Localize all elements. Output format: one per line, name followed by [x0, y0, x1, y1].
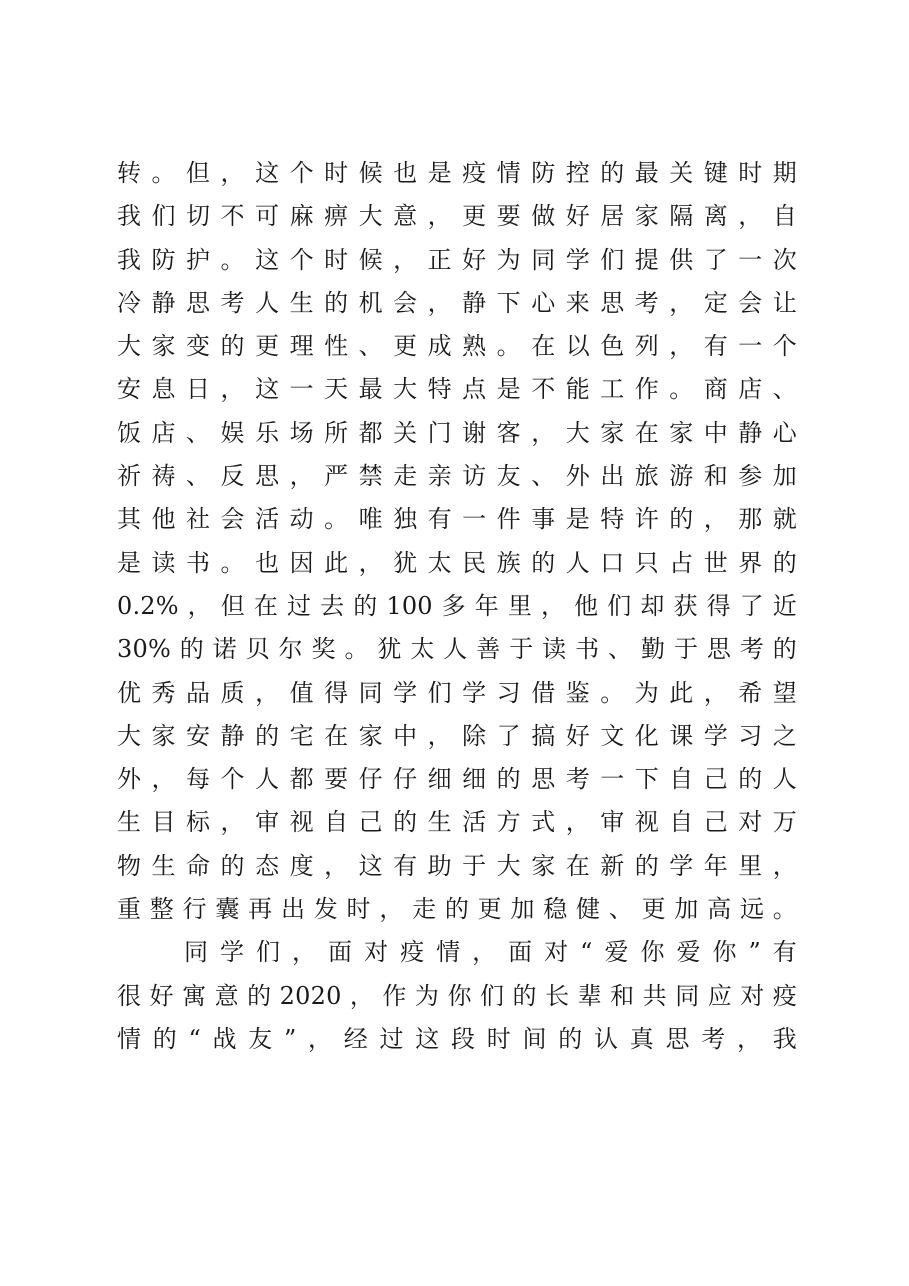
- paragraph-start-line: 同学们，面对疫情，面对“爱你爱你”有: [184, 938, 797, 967]
- text-line: 安息日，这一天最大特点是不能工作。商店、: [117, 375, 797, 404]
- text-line: 我防护。这个时候，正好为同学们提供了一次: [117, 245, 797, 274]
- text-line: 情的“战友”，经过这段时间的认真思考，我: [117, 1024, 797, 1053]
- text-line: 0.2%，但在过去的100多年里，他们却获得了近: [117, 591, 797, 620]
- text-line: 我们切不可麻痹大意，更要做好居家隔离，自: [117, 202, 797, 231]
- text-line: 祈祷、反思，严禁走亲访友、外出旅游和参加: [117, 462, 797, 491]
- text-line: 30%的诺贝尔奖。犹太人善于读书、勤于思考的: [117, 635, 797, 664]
- body-text: [117, 152, 797, 1061]
- text-line: 很好寓意的2020，作为你们的长辈和共同应对疫: [117, 981, 797, 1010]
- text-line: 重整行囊再出发时，走的更加稳健、更加高远。: [117, 895, 797, 924]
- text-line: 优秀品质，值得同学们学习借鉴。为此，希望: [117, 678, 797, 707]
- text-line: 冷静思考人生的机会，静下心来思考，定会让: [117, 288, 797, 317]
- text-line: 是读书。也因此，犹太民族的人口只占世界的: [117, 548, 797, 577]
- text-line: 其他社会活动。唯独有一件事是特许的，那就: [117, 505, 797, 534]
- text-line: 物生命的态度，这有助于大家在新的学年里，: [117, 851, 797, 880]
- text-line: 大家变的更理性、更成熟。在以色列，有一个: [117, 332, 797, 361]
- text-line: 转。但，这个时候也是疫情防控的最关键时期: [117, 159, 797, 187]
- text-line: 饭店、娱乐场所都关门谢客，大家在家中静心: [117, 418, 797, 447]
- text-line: 生目标，审视自己的生活方式，审视自己对万: [117, 808, 797, 837]
- text-line: 外，每个人都要仔仔细细的思考一下自己的人: [117, 765, 797, 794]
- text-line: 大家安静的宅在家中，除了搞好文化课学习之: [117, 721, 797, 750]
